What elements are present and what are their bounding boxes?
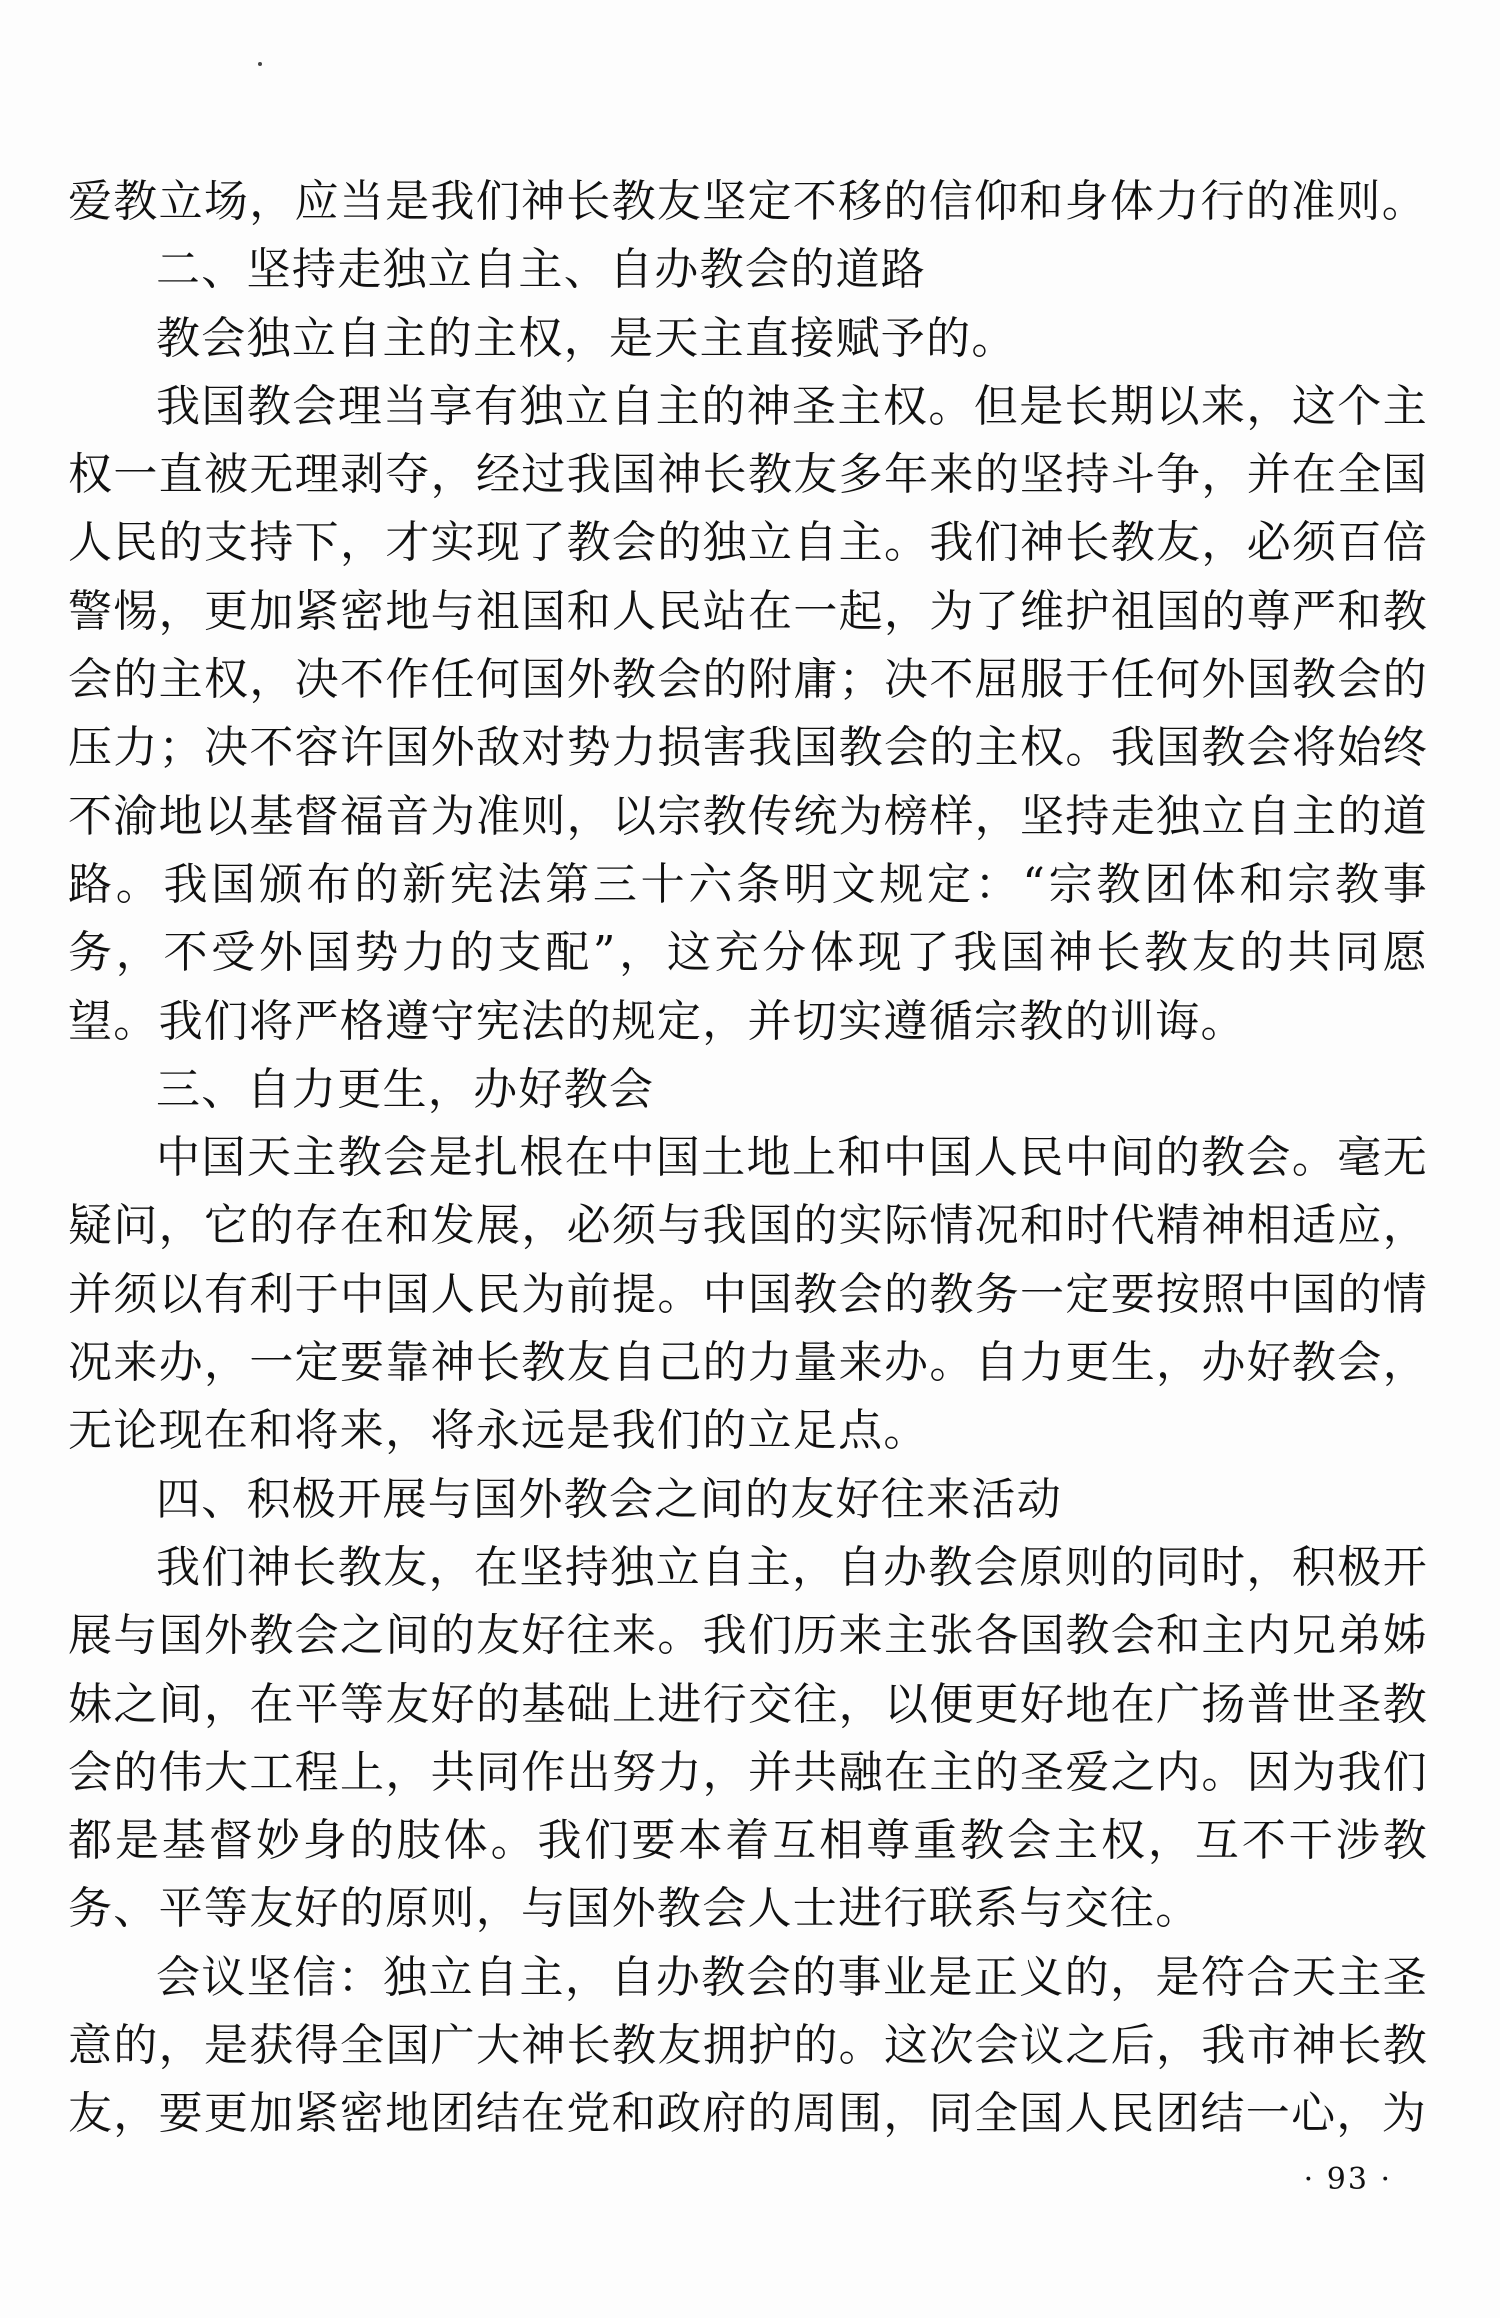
paragraph: 教会独立自主的主权，是天主直接赋予的。 (156, 312, 1017, 364)
page-number: · 93 · (1303, 2162, 1392, 2197)
section-heading-4: 四、积极开展与国外教会之间的友好往来活动 (156, 1473, 1062, 1525)
paragraph: 我们神长教友，在坚持独立自主，自办教会原则的同时，积极开展与国外教会之间的友好往来。我们历来主张各国教会和主内兄弟姊妹之间，在平等友好的基础上进行交往，以便更好地在广扬普世圣教会的伟大工程上，共同作出努力，并共融在主的圣爱之内。因为我们都是基督妙身的肢体。我们要本着互相尊重教会主权，互不干涉教务、平等友好的原则，与国外教会人士进行联系与交往。 (68, 1541, 1428, 1935)
paragraph-continuation: 爱教立场，应当是我们神长教友坚定不移的信仰和身体力行的准则。 (68, 176, 1427, 227)
section-heading-2: 二、坚持走独立自主、自办教会的道路 (156, 244, 927, 296)
paragraph: 我国教会理当享有独立自主的神圣主权。但是长期以来，这个主权一直被无理剥夺，经过我国神长教友多年来的坚持斗争，并在全国人民的支持下，才实现了教会的独立自主。我们神长教友，必须百倍警惕，更加紧密地与祖国和人民站在一起，为了维护祖国的尊严和教会的主权，决不作任何国外教会的附庸；决不屈服于任何外国教会的压力；决不容许国外敌对势力损害我国教会的主权。我国教会将始终不渝地以基督福音为准则，以宗教传统为榜样，坚持走独立自主的道路。我国颁布的新宪法第三十六条明文规定：“宗教团体和宗教事务，不受外国势力的支配”，这充分体现了我国神长教友的共同愿望。我们将严格遵守宪法的规定，并切实遵循宗教的训诲。 (68, 380, 1428, 1047)
paragraph: 会议坚信：独立自主，自办教会的事业是正义的，是符合天主圣意的，是获得全国广大神长教友拥护的。这次会议之后，我市神长教友，要更加紧密地团结在党和政府的周围，同全国人民团结一心，为 (68, 1951, 1428, 2140)
paragraph: 中国天主教会是扎根在中国土地上和中国人民中间的教会。毫无疑问，它的存在和发展，必须与我国的实际情况和时代精神相适应，并须以有利于中国人民为前提。中国教会的教务一定要按照中国的情况来办，一定要靠神长教友自己的力量来办。自力更生，办好教会，无论现在和将来，将永远是我们的立足点。 (68, 1132, 1428, 1457)
body-text (68, 168, 1428, 2149)
section-heading-3: 三、自力更生，办好教会 (156, 1063, 655, 1115)
scan-speck (258, 62, 262, 66)
